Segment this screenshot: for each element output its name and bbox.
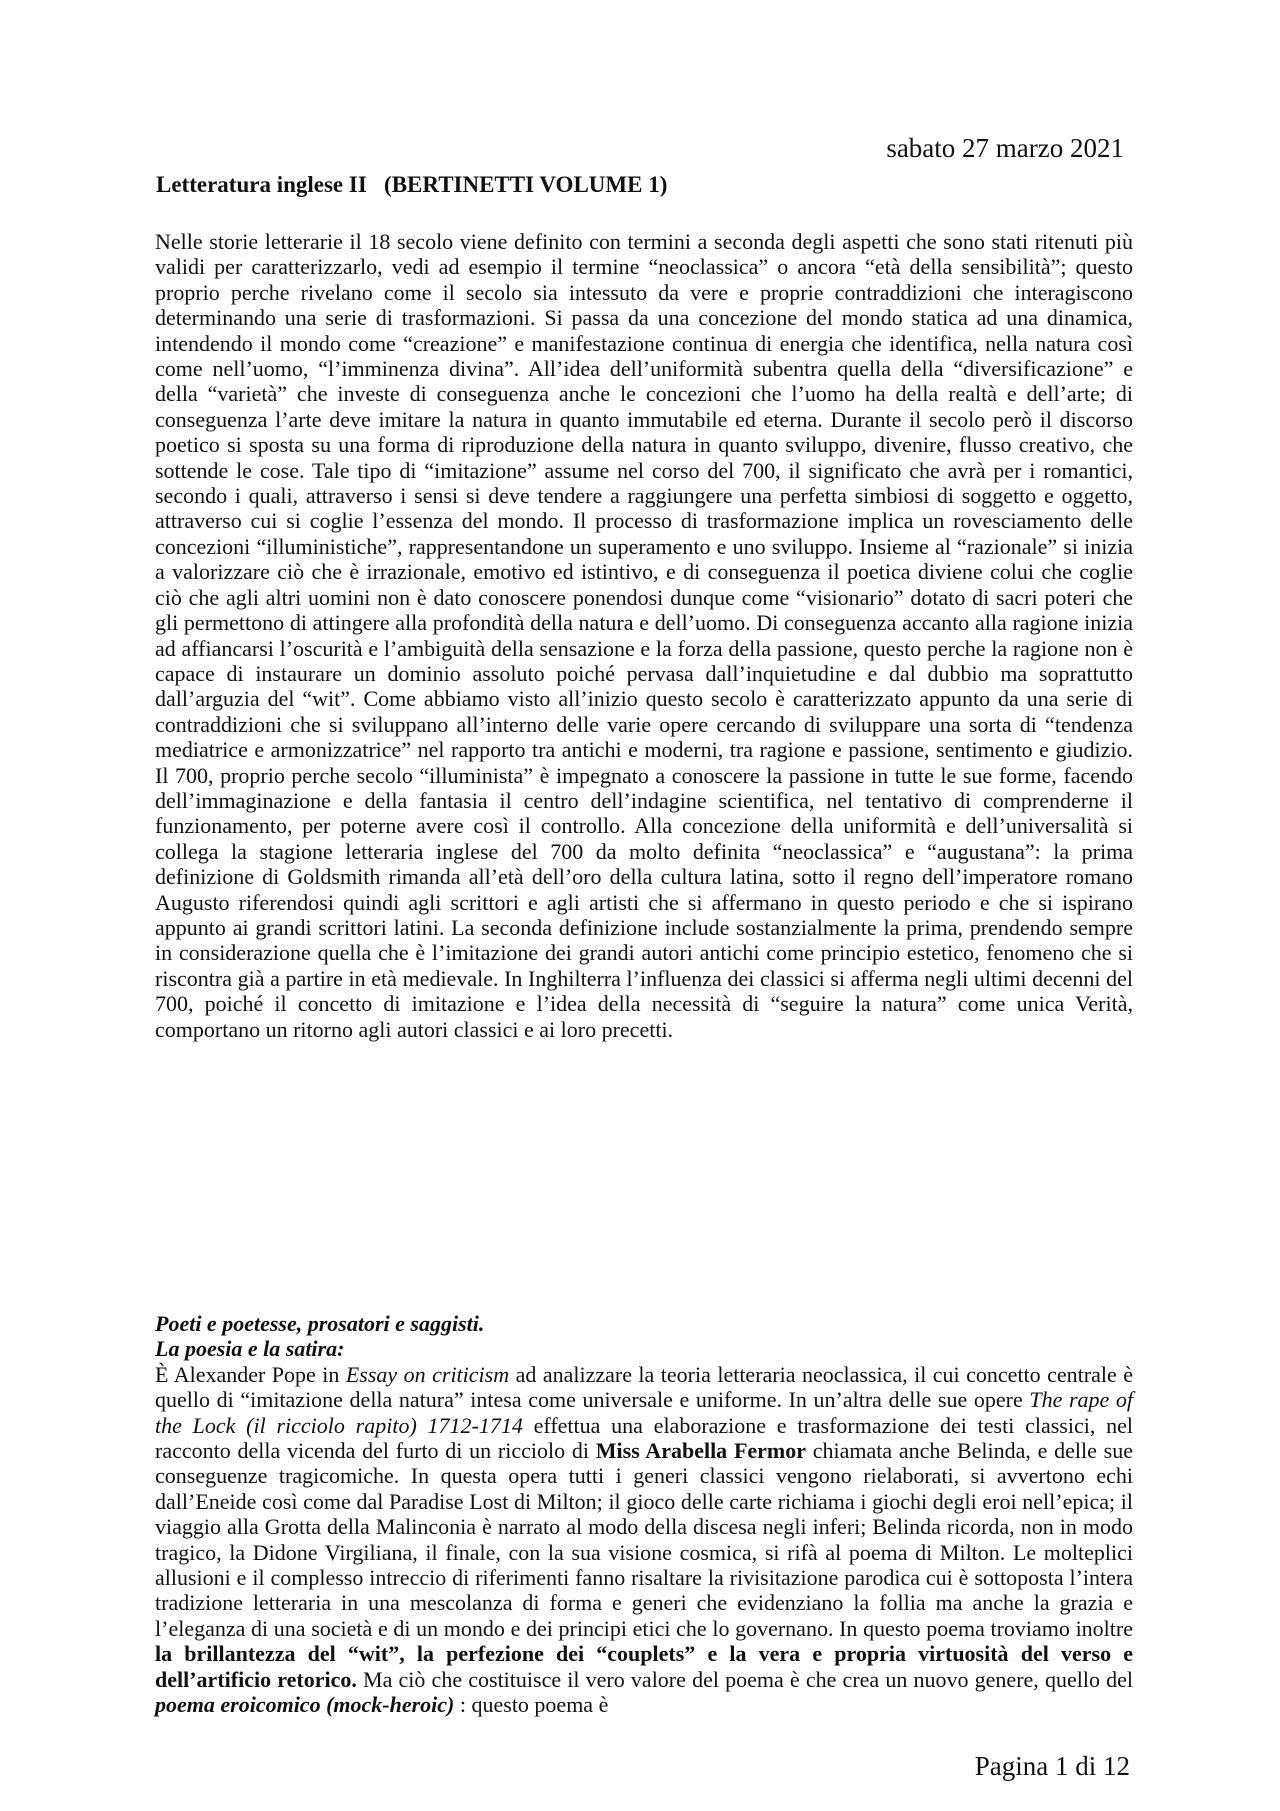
intro-paragraph: Nelle storie letterarie il 18 secolo viene definito con termini a seconda degli aspetti che sono stati ritenuti più validi per caratterizzarlo, vedi ad esempio il termine “neoclassica” o ancora “età della sensibilità”; questo proprio perche rivelano come il secolo sia intessuto da vere e proprie contraddizioni che interagiscono determinando una serie di trasformazioni. Si passa da una concezione del mondo statica ad una dinamica, intendendo il mondo come “creazione” e manifestazione continua di energia che identifica, nella natura così come nell’uomo, “l’imminenza divina”. All’idea dell’uniformità subentra quella della “diversificazione” e della “varietà” che investe di conseguenza anche le concezioni che l’uomo ha della realtà e dell’arte; di conseguenza l’arte deve imitare la natura in quanto immutabile ed eterna. Durante il secolo però il discorso poetico si sposta su una forma di riproduzione della natura in quanto sviluppo, divenire, flusso creativo, che sottende le cose. Tale tipo di “imitazione” assume nel corso del 700, il significato che avrà per i romantici, secondo i quali, attraverso i sensi si deve tendere a raggiungere una perfetta simbiosi di soggetto e oggetto, attraverso cui si coglie l’essenza del mondo. Il processo di trasformazione implica un rovesciamento delle concezioni “illuministiche”, rappresentandone un superamento e uno sviluppo. Insieme al “razionale” si inizia a valorizzare ciò che è irrazionale, emotivo ed istintivo, e di conseguenza il poetica diviene colui che coglie ciò che agli altri uomini non è dato conoscere ponendosi dunque come “visionario” dotato di sacri poteri che gli permettono di attingere alla profondità della natura e dell’uomo. Di conseguenza accanto alla ragione inizia ad affiancarsi l’oscurità e l’ambiguità della sensazione e la forza della passione, questo perche la ragione non è capace di instaurare un dominio assoluto poiché pervasa dall’inquietudine e dal dubbio ma soprattutto dall’arguzia del “wit”. Come abbiamo visto all’inizio questo secolo è caratterizzato appunto da una serie di contraddizioni che si sviluppano all’interno delle varie opere cercando di sviluppare una sorta di “tendenza mediatrice e armonizzatrice” nel rapporto tra antichi e moderni, tra ragione e passione, sentimento e giudizio. Il 700, proprio perche secolo “illuminista” è impegnato a conoscere la passione in tutte le sue forme, facendo dell’immaginazione e della fantasia il centro dell’indagine scientifica, nel tentativo di comprenderne il funzionamento, per poterne avere così il controllo. Alla concezione della uniformità e dell’universalità si collega la stagione letteraria inglese del 700 da molto definita “neoclassica” e “augustana”: la prima definizione di Goldsmith rimanda all’età dell’oro della cultura latina, sotto il regno dell’imperatore romano Augusto riferendosi quindi agli scrittori e agli artisti che si affermano in questo periodo e che si ispirano appunto ai grandi scrittori latini. La seconda definizione include sostanzialmente la prima, prendendo sempre in considerazione quella che è l’imitazione dei grandi autori antichi come principio estetico, fenomeno che si riscontra già a partire in età medievale. In Inghilterra l’influenza dei classici si afferma negli ultimi decenni del 700, poiché il concetto di imitazione e l’idea della necessità di “seguire la natura” come unica Verità, comportano un ritorno agli autori classici e ai loro precetti. (155, 229, 1133, 1042)
pope-text-5: Ma ciò che costituisce il vero valore del poema è che crea un nuovo genere, quello del (356, 1666, 1133, 1692)
pope-text-4: chiamata anche Belinda, e delle sue conseguenze tragicomiche. In questa opera tutti i generi classici vengono rielaborati, si avvertono echi dall’Eneide così come dal Paradise Lost di Milton; il gioco delle carte richiama i giochi degli eroi nell’epica; il viaggio alla Grotta della Malinconia è narrato al modo della discesa negli inferi; Belinda ricorda, non in modo tragico, la Didone Virgiliana, il finale, con la sua visione cosmica, si rifà al poema di Milton. Le molteplici allusioni e il complesso intreccio di riferimenti fanno risaltare la rivisitazione parodica cui è sottoposta l’intera tradizione letteraria in una mescolanza di forma e generi che evidenziano la follia ma anche la grazia e l’eleganza di una società e di un mondo e dei principi etici che lo governano. In questo poema troviamo inoltre (155, 1438, 1133, 1641)
section-title: Poeti e poetesse, prosatori e saggisti. (155, 1311, 485, 1336)
pope-text-1: È Alexander Pope in (155, 1361, 346, 1387)
name-arabella-fermor: Miss Arabella Fermor (595, 1438, 806, 1464)
poem-qualities: la brillantezza del “wit”, la perfezione dei “couplets” e la vera e propria virtuosità del verso e dell’artificio retorico. (155, 1641, 1133, 1692)
section-pope (155, 1311, 1133, 1718)
volume-reference: (BERTINETTI VOLUME 1) (384, 172, 668, 197)
work-rape-of-the-lock: The rape of the Lock (il ricciolo rapito) 1712-1714 (155, 1387, 1133, 1438)
work-essay-on-criticism: Essay on criticism (345, 1361, 510, 1387)
pope-text-2: ad analizzare la teoria letteraria neoclassica, il cui concetto centrale è quello di “imitazione della natura” intesa come universale e uniforme. In un’altra delle sue opere (155, 1361, 1133, 1413)
document-date: sabato 27 marzo 2021 (886, 133, 1124, 163)
page-number: Pagina 1 di 12 (974, 1751, 1130, 1781)
genre-mock-heroic: poema eroicomico (mock-heroic) (155, 1692, 455, 1718)
pope-text-6: : questo poema è (454, 1692, 609, 1718)
pope-text-3: effettua una elaborazione e trasformazione dei testi classici, nel racconto della vicenda del furto di un ricciolo di (155, 1412, 1133, 1464)
document-heading (156, 172, 667, 198)
section-subtitle: La poesia e la satira: (155, 1336, 345, 1362)
course-title: Letteratura inglese II (156, 172, 367, 197)
